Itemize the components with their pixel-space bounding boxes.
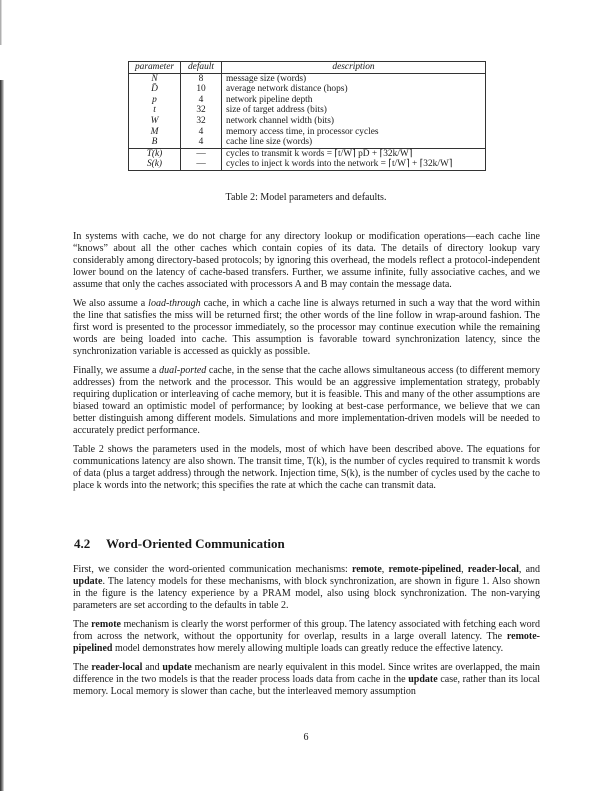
table-row	[129, 95, 486, 106]
param-cell: p	[129, 95, 181, 106]
emphasis-dual-ported: dual-ported	[159, 365, 207, 376]
table-row	[129, 159, 486, 170]
header-parameter: parameter	[129, 62, 181, 74]
description-cell: memory access time, in processor cycles	[222, 127, 486, 138]
param-cell: B	[129, 137, 181, 148]
description-cell: cycles to transmit k words = ⌈t/W⌉ pD̄ + ⌈32k/W⌉	[222, 148, 486, 159]
page-number: 6	[303, 732, 309, 743]
param-cell: N	[129, 73, 181, 84]
emphasis-load-through: load-through	[148, 298, 201, 309]
default-cell: —	[181, 148, 222, 159]
description-cell: size of target address (bits)	[222, 105, 486, 116]
body-text-upper	[73, 231, 540, 499]
section-title: Word-Oriented Communication	[106, 536, 285, 551]
default-cell: 4	[181, 95, 222, 106]
table-row	[129, 84, 486, 95]
table-row	[129, 127, 486, 138]
table-row	[129, 137, 486, 148]
default-cell: 4	[181, 127, 222, 138]
default-cell: 8	[181, 73, 222, 84]
default-cell: 4	[181, 137, 222, 148]
description-cell: cache line size (words)	[222, 137, 486, 148]
table-caption: Table 2: Model parameters and defaults.	[225, 192, 387, 203]
section-heading	[74, 536, 285, 552]
paragraph-dual-ported: Finally, we assume a dual-ported cache, in the sense that the cache allows simultaneous access (to different memory addresses) from the network and the processor. This would be an aggressive implementation strategy, probably requiring duplication or interleaving of cache memory, but it is feasible. This and many of the other assumptions are biased toward an optimistic model of performance; by looking at best-case performance, we believe that we can better distinguish among different models. Simulations and more implementation-driven models will be needed to accurately predict performance.	[73, 365, 540, 436]
scan-edge	[0, 80, 4, 791]
param-cell: S(k)	[129, 159, 181, 170]
description-cell: network channel width (bits)	[222, 116, 486, 127]
body-text-section	[73, 564, 540, 705]
scan-edge-top	[0, 0, 2, 45]
default-cell: 32	[181, 116, 222, 127]
description-cell: message size (words)	[222, 73, 486, 84]
table-header-row	[129, 62, 486, 74]
table-row	[129, 73, 486, 84]
parameters-table	[128, 61, 486, 171]
section-number: 4.2	[74, 536, 91, 551]
param-cell: W	[129, 116, 181, 127]
table-row	[129, 148, 486, 159]
param-cell: T(k)	[129, 148, 181, 159]
description-cell: network pipeline depth	[222, 95, 486, 106]
table-row	[129, 116, 486, 127]
default-cell: —	[181, 159, 222, 170]
table-row	[129, 105, 486, 116]
param-cell: D̄	[129, 84, 181, 95]
header-description: description	[222, 62, 486, 74]
param-cell: t	[129, 105, 181, 116]
paragraph-reader-local: The reader-local and update mechanism are nearly equivalent in this model. Since writes are overlapped, the main difference in the two models is that the reader process loads data from cache in the update case, rather than its local memory. Local memory is slower than cache, but the interleaved memory assumption	[73, 662, 540, 697]
paragraph-load-through: We also assume a load-through cache, in which a cache line is always returned in such a way that the word within the line that satisfies the miss will be returned first; the other words of the line follow in wrap-around fashion. The first word is presented to the processor immediately, so the processor may continue execution while the remaining words are being loaded into cache. This assumption is favorable toward synchronization latency, since the synchronization variable is accessed as quickly as possible.	[73, 298, 540, 357]
default-cell: 10	[181, 84, 222, 95]
paragraph-table-description: Table 2 shows the parameters used in the models, most of which have been described above. The equations for communications latency are also shown. The transit time, T(k), is the number of cycles required to transmit k words of data (plus a target address) through the network. Injection time, S(k), is the number of cycles used by the cache to place k words into the network; this specifies the rate at which the cache can transmit data.	[73, 444, 540, 491]
paragraph-cache-directory: In systems with cache, we do not charge for any directory lookup or modification operations—each cache line “knows” about all the other caches which contain copies of its data. The details of directory lookup vary considerably among directory-based protocols; by ignoring this overhead, the models reflect a protocol-independent lower bound on the latency of cache-based transfers. Further, we assume infinite, fully associative caches, and we assume that only the caches associated with processors A and B may contain the message data.	[73, 231, 540, 290]
default-cell: 32	[181, 105, 222, 116]
paragraph-mechanisms: First, we consider the word-oriented communication mechanisms: remote, remote-pipelined, reader-local, and update. The latency models for these mechanisms, with block synchronization, are shown in figure 1. Also shown in the figure is the latency experience by a PRAM model, also using block synchronization. The non-varying parameters are set according to the defaults in table 2.	[73, 564, 541, 611]
paragraph-remote: The remote mechanism is clearly the worst performer of this group. The latency associated with fetching each word from across the network, without the opportunity for overlap, results in a large overall latency. The remote-pipelined model demonstrates how merely allowing multiple loads can greatly reduce the effective latency.	[73, 619, 540, 654]
description-cell: cycles to inject k words into the network = ⌈t/W⌉ + ⌈32k/W⌉	[222, 159, 486, 170]
param-cell: M	[129, 127, 181, 138]
header-default: default	[181, 62, 222, 74]
description-cell: average network distance (hops)	[222, 84, 486, 95]
